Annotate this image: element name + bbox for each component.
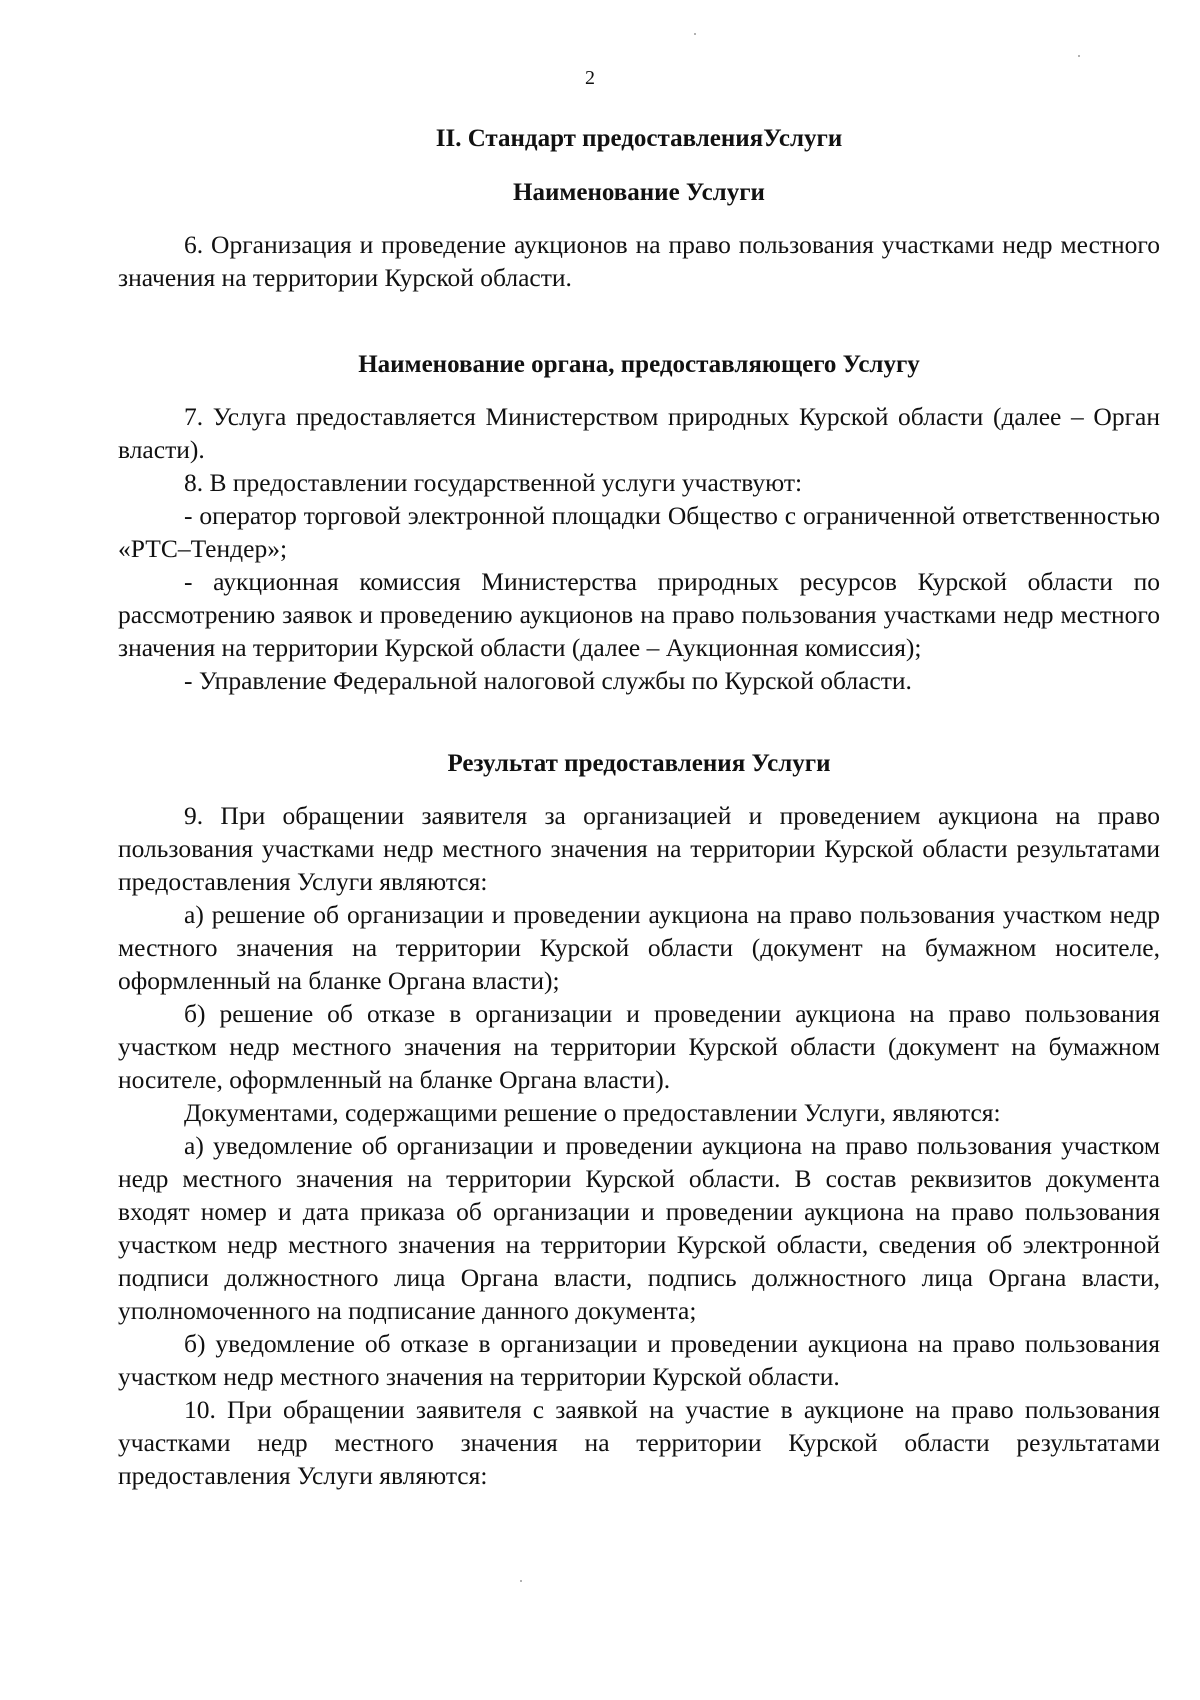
result-item-b: б) решение об отказе в организации и проведении аукциона на право пользования участком недр местного значения на территории Курской области (документ на бумажном носителе, оформленный на бланке Органа власти). [118, 999, 1160, 1094]
decision-document-a: а) уведомление об организации и проведении аукциона на право пользования участком недр местного значения на территории Курской области. В состав реквизитов документа входят номер и дата приказа об организации и проведении аукциона на право пользования участком недр местного значения на территории Курской области, сведения об электронной подписи должностного лица Органа власти, подпись должностного лица Органа власти, уполномоченного на подписание данного документа; [118, 1131, 1160, 1325]
scan-speck [694, 33, 696, 35]
decision-document-b: б) уведомление об отказе в организации и проведении аукциона на право пользования участком недр местного значения на территории Курской области. [118, 1329, 1160, 1391]
document-body [118, 124, 1160, 1492]
participant-tax-service: - Управление Федеральной налоговой службы по Курской области. [184, 666, 912, 695]
participant-auction-commission: - аукционная комиссия Министерства природных ресурсов Курской области по рассмотрению заявок и проведению аукционов на право пользования участками недр местного значения на территории Курской области (далее – Аукционная комиссия); [118, 567, 1160, 662]
paragraph-10: 10. При обращении заявителя с заявкой на участие в аукционе на право пользования участками недр местного значения на территории Курской области результатами предоставления Услуги являются: [118, 1395, 1160, 1490]
decision-documents-intro: Документами, содержащими решение о предоставлении Услуги, являются: [184, 1098, 1001, 1127]
heading-service-name: Наименование Услуги [513, 179, 765, 206]
paragraph-7: 7. Услуга предоставляется Министерством природных Курской области (далее – Орган власти). [118, 402, 1160, 464]
heading-providing-authority: Наименование органа, предоставляющего Услугу [358, 351, 920, 378]
result-item-a: а) решение об организации и проведении аукциона на право пользования участком недр местного значения на территории Курской области (документ на бумажном носителе, оформленный на бланке Органа власти); [118, 900, 1160, 995]
participant-operator: - оператор торговой электронной площадки Общество с ограниченной ответственностью «РТС–Тендер»; [118, 501, 1160, 563]
paragraph-9: 9. При обращении заявителя за организацией и проведением аукциона на право пользования участками недр местного значения на территории Курской области результатами предоставления Услуги являются: [118, 801, 1160, 896]
heading-service-result: Результат предоставления Услуги [447, 750, 831, 777]
scan-speck [1078, 55, 1080, 57]
section-title: II. Стандарт предоставленияУслуги [435, 125, 843, 152]
page-number: 2 [585, 67, 595, 89]
paragraph-8: 8. В предоставлении государственной услуги участвуют: [184, 468, 803, 497]
paragraph-6: 6. Организация и проведение аукционов на право пользования участками недр местного значения на территории Курской области. [118, 230, 1160, 292]
scan-speck [520, 1580, 522, 1582]
